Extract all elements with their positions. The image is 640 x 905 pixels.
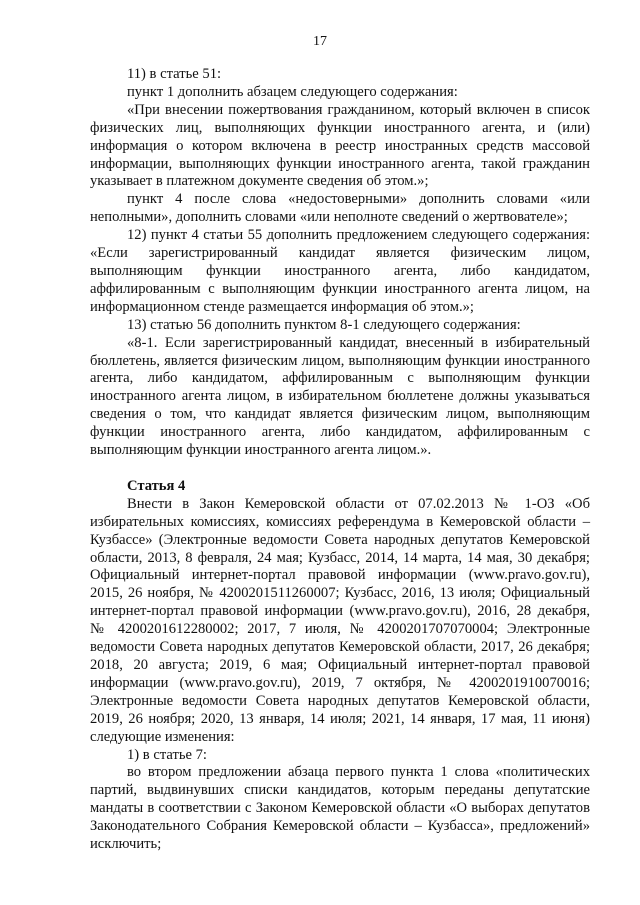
paragraph-item-13: 13) статью 56 дополнить пунктом 8-1 следующего содержания: <box>127 316 521 333</box>
paragraph-point-4: пункт 4 после слова «недостоверными» дополнить словами «или неполными», дополнить словами «или неполноте сведений о жертвователе»; <box>90 191 590 226</box>
paragraph-quote-8-1: «8-1. Если зарегистрированный кандидат, внесенный в избирательный бюллетень, является физическим лицом, выполняющим функции иностранного агента, либо кандидатом, аффилированным с выполняющим функции иностранного агента лицом, в избирательном бюллетене должны указываться сведения о том, что кандидат является физическим лицом, выполняющим функции иностранного агента, либо кандидатом, аффилированным с выполняющим функции иностранного агента лицом.». <box>90 334 590 459</box>
page-number: 17 <box>313 34 327 49</box>
paragraph-item-1: 1) в статье 7: <box>127 746 207 763</box>
paragraph-item-11: 11) в статье 51: <box>127 66 222 82</box>
paragraph-item-12: 12) пункт 4 статьи 55 дополнить предложением следующего содержания: «Если зарегистрированный кандидат является физическим лицом, выполняющим функции иностранного агента, либо кандидатом, аффилированным с выполняющим функции иностранного агента лицом, на информационном стенде размещается информация об этом.»; <box>90 227 590 315</box>
spacer <box>90 460 590 478</box>
paragraph-point-1: пункт 1 дополнить абзацем следующего содержания: <box>127 83 458 100</box>
paragraph-article-4-intro: Внести в Закон Кемеровской области от 07.02.2013 № 1-ОЗ «Об избирательных комиссиях, комиссиях референдума в Кемеровской области – Кузбассе» (Электронные ведомости Совета народных депутатов Кемеровской области, 2013, 8 февраля, 24 мая; Кузбасс, 2014, 14 марта, 14 мая, 30 декабря; Официальный интернет-портал правовой информации (www.pravo.gov.ru), 2015, 26 ноября, № 4200201511260007; Кузбасс, 2016, 13 июля; Официальный интернет-портал правовой информации (www.pravo.gov.ru), 2016, 28 декабря, № 4200201612280002; 2017, 7 июля, № 4200201707070004; Электронные ведомости Совета народных депутатов Кемеровской области, 2017, 26 декабря; 2018, 20 августа; 2019, 6 мая; Официальный интернет-портал правовой информации (www.pravo.gov.ru), 2019, 7 октября, № 4200201910070016; Электронные ведомости Совета народных депутатов Кемеровской области, 2019, 26 ноября; 2020, 13 января, 14 июля; 2021, 14 января, 17 мая, 11 июня) следующие изменения: <box>90 495 590 745</box>
paragraph-second-sentence: во втором предложении абзаца первого пункта 1 слова «политических партий, выдвинувших списки кандидатов, которым переданы депутатские мандаты в соответствии с Законом Кемеровской области «О выборах депутатов Законодательного Собрания Кемеровской области – Кузбасса», предложений» исключить; <box>90 764 590 853</box>
paragraph-quote-donation: «При внесении пожертвования гражданином, который включен в список физических лиц, выполняющих функции иностранного агента, и (или) информация о котором включена в реестр иностранных средств массовой информации, выполняющих функции иностранного агента, такой гражданин указывает в платежном документе сведения об этом.»; <box>90 101 590 190</box>
article-heading: Статья 4 <box>127 477 186 494</box>
document-body <box>90 66 590 854</box>
